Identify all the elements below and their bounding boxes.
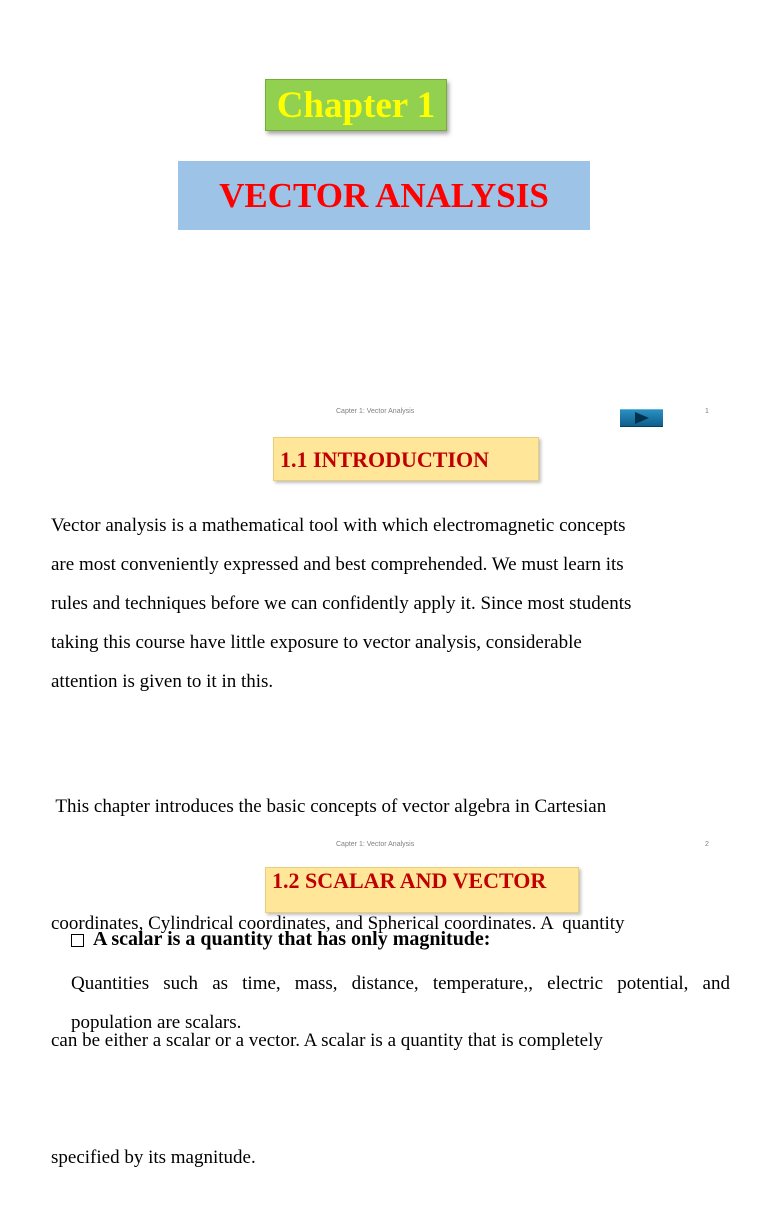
- bullet-heading-text: A scalar is a quantity that has only magnitude:: [93, 928, 491, 950]
- text-line: can be either a scalar or a vector. A scalar is a quantity that is completely: [51, 1030, 603, 1051]
- section-heading: 1.1 INTRODUCTION: [273, 437, 539, 481]
- text-line: taking this course have little exposure to vector analysis, considerable: [51, 632, 582, 653]
- chapter-label: Chapter 1: [265, 79, 447, 131]
- bullet-heading: [71, 928, 490, 951]
- slide-footer: Capter 1: Vector Analysis: [336, 841, 415, 848]
- next-slide-button[interactable]: [620, 409, 663, 427]
- page-number: 2: [705, 841, 709, 848]
- chapter-overview-paragraph: [51, 709, 741, 1216]
- chapter-title: VECTOR ANALYSIS: [178, 161, 590, 230]
- scalar-examples-text: Quantities such as time, mass, distance, temperature,, electric potential, and population are scalars.: [71, 973, 730, 1033]
- page-number: 1: [705, 408, 709, 415]
- text-line: specified by its magnitude.: [51, 1147, 256, 1168]
- text-line: This chapter introduces the basic concepts of vector algebra in Cartesian: [51, 796, 607, 817]
- text-line: are most conveniently expressed and best comprehended. We must learn its: [51, 554, 624, 575]
- slide-footer: Capter 1: Vector Analysis: [336, 408, 415, 415]
- play-arrow-icon: [635, 412, 649, 424]
- section-heading: 1.2 SCALAR AND VECTOR: [265, 867, 579, 913]
- checkbox-bullet-icon: [71, 934, 84, 947]
- text-line: Vector analysis is a mathematical tool with which electromagnetic concepts: [51, 515, 626, 536]
- intro-paragraph: [51, 506, 741, 701]
- text-line: attention is given to it in this.: [51, 671, 274, 692]
- text-line: coordinates, Cylindrical coordinates, and Spherical coordinates. A quantity: [51, 913, 625, 934]
- text-line: rules and techniques before we can confidently apply it. Since most students: [51, 593, 632, 614]
